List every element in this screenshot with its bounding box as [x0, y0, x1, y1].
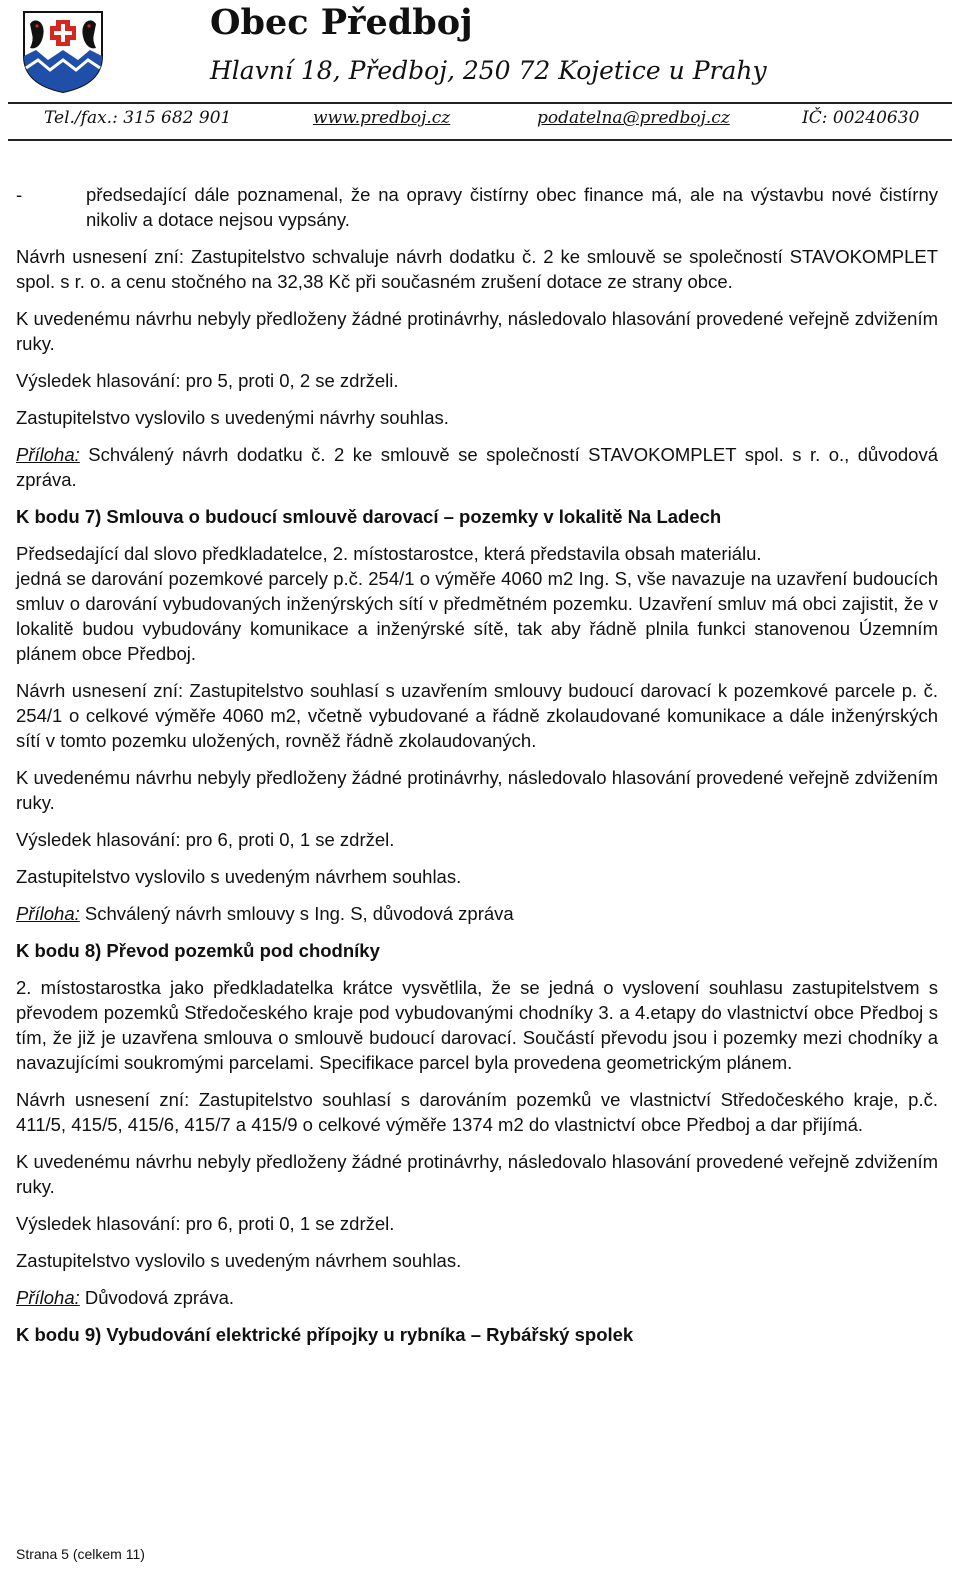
bullet-item — [16, 182, 938, 232]
phone-fax: Tel./fax.: 315 682 901 — [44, 108, 232, 128]
vote-result: Výsledek hlasování: pro 5, proti 0, 2 se zdrželi. — [16, 370, 399, 391]
agenda-item-8-heading: K bodu 8) Převod pozemků pod chodníky — [16, 940, 380, 961]
attachment-line — [16, 901, 938, 926]
header-divider-bottom — [8, 139, 952, 141]
vote-result: Výsledek hlasování: pro 6, proti 0, 1 se zdržel. — [16, 1213, 395, 1234]
vote-result: Výsledek hlasování: pro 6, proti 0, 1 se zdržel. — [16, 829, 395, 850]
attachment-text: Schválený návrh smlouvy s Ing. S, důvodová zpráva — [79, 903, 514, 924]
attachment-text: Schválený návrh dodatku č. 2 ke smlouvě se společností STAVOKOMPLET spol. s r. o., důvodová zpráva. — [16, 444, 938, 490]
page-number: Strana 5 (celkem 11) — [16, 1546, 145, 1562]
council-consent: Zastupitelstvo vyslovilo s uvedeným návrhem souhlas. — [16, 866, 462, 887]
municipal-crest-icon — [20, 10, 106, 94]
attachment-text: Důvodová zpráva. — [79, 1287, 235, 1308]
voting-note: K uvedenému návrhu nebyly předloženy žádné protinávrhy, následovalo hlasování provedené veřejně zdvižením ruky. — [16, 308, 938, 354]
email-link[interactable]: podatelna@predboj.cz — [537, 108, 730, 128]
municipality-name: Obec Předboj — [210, 2, 473, 43]
item-8-description: 2. místostarostka jako předkladatelka krátce vysvětlila, že se jedná o vyslovení souhlasu zastupitelstvem s převodem pozemků Středočeského kraje pod vybudovanými chodníky 3. a 4.etapy do vlastnictví obce Předboj s tím, že již je uzavřena smlouva o smlouvě budoucí darovací. Součástí převodu jsou i pozemky mezi chodníky a navazujícími soukromými parcelami. Specifikace parcel byla provedena geometrickým plánem. — [16, 977, 938, 1073]
voting-note: K uvedenému návrhu nebyly předloženy žádné protinávrhy, následovalo hlasování provedené veřejně zdvižením ruky. — [16, 767, 938, 813]
item-7-description: jedná se darování pozemkové parcely p.č. 254/1 o výměře 4060 m2 Ing. S, vše navazuje na uzavření budoucích smluv o darování vybudovaných inženýrských sítí v předmětném pozemku. Uzavření smluv má obci zajistit, že v lokalitě budou vybudovány komunikace a inženýrské sítě, tak aby řádně plnila funkci stanovenou Územním plánem obce Předboj. — [16, 568, 938, 664]
bullet-dash: - — [16, 184, 23, 205]
contact-row — [0, 108, 960, 134]
voting-note: K uvedenému návrhu nebyly předloženy žádné protinávrhy, následovalo hlasování provedené veřejně zdvižením ruky. — [16, 1151, 938, 1197]
municipality-address: Hlavní 18, Předboj, 250 72 Kojetice u Prahy — [210, 56, 767, 85]
attachment-label: Příloha: — [16, 903, 80, 924]
presenter-intro: Předsedající dal slovo předkladatelce, 2. místostarostce, která představila obsah materiálu. — [16, 543, 762, 564]
company-id: IČ: 00240630 — [802, 108, 920, 128]
resolution-proposal: Návrh usnesení zní: Zastupitelstvo schvaluje návrh dodatku č. 2 ke smlouvě se společností STAVOKOMPLET spol. s r. o. a cenu stočného na 32,38 Kč při současném zrušení dotace ze strany obce. — [16, 246, 938, 292]
attachment-label: Příloha: — [16, 1287, 80, 1308]
attachment-label: Příloha: — [16, 444, 80, 465]
resolution-proposal: Návrh usnesení zní: Zastupitelstvo souhlasí s darováním pozemků ve vlastnictví Středočeského kraje, p.č. 411/5, 415/5, 415/6, 415/7 a 415/9 o celkové výměře 1374 m2 do vlastnictví obce Předboj a dar přijímá. — [16, 1089, 938, 1135]
minutes-body — [16, 182, 938, 1359]
agenda-item-7-heading: K bodu 7) Smlouva o budoucí smlouvě darovací – pozemky v lokalitě Na Ladech — [16, 506, 722, 527]
attachment-line — [16, 1285, 938, 1310]
council-consent: Zastupitelstvo vyslovilo s uvedeným návrhem souhlas. — [16, 1250, 462, 1271]
bullet-text: předsedající dále poznamenal, že na opravy čistírny obec finance má, ale na výstavbu nové čistírny nikoliv a dotace nejsou vypsány. — [86, 184, 938, 230]
header-divider — [8, 102, 952, 104]
council-consent: Zastupitelstvo vyslovilo s uvedenými návrhy souhlas. — [16, 407, 449, 428]
resolution-proposal: Návrh usnesení zní: Zastupitelstvo souhlasí s uzavřením smlouvy budoucí darovací k pozemkové parcele p. č. 254/1 o celkové výměře 4060 m2, včetně vybudované a řádně zkolaudované komunikace a dále inženýrských sítí v tomto pozemku uložených, rovněž řádně zkolaudovaných. — [16, 680, 938, 751]
agenda-item-9-heading: K bodu 9) Vybudování elektrické přípojky u rybníka – Rybářský spolek — [16, 1324, 634, 1345]
website-link[interactable]: www.predboj.cz — [313, 108, 451, 128]
attachment-line — [16, 442, 938, 492]
letterhead — [0, 0, 960, 150]
